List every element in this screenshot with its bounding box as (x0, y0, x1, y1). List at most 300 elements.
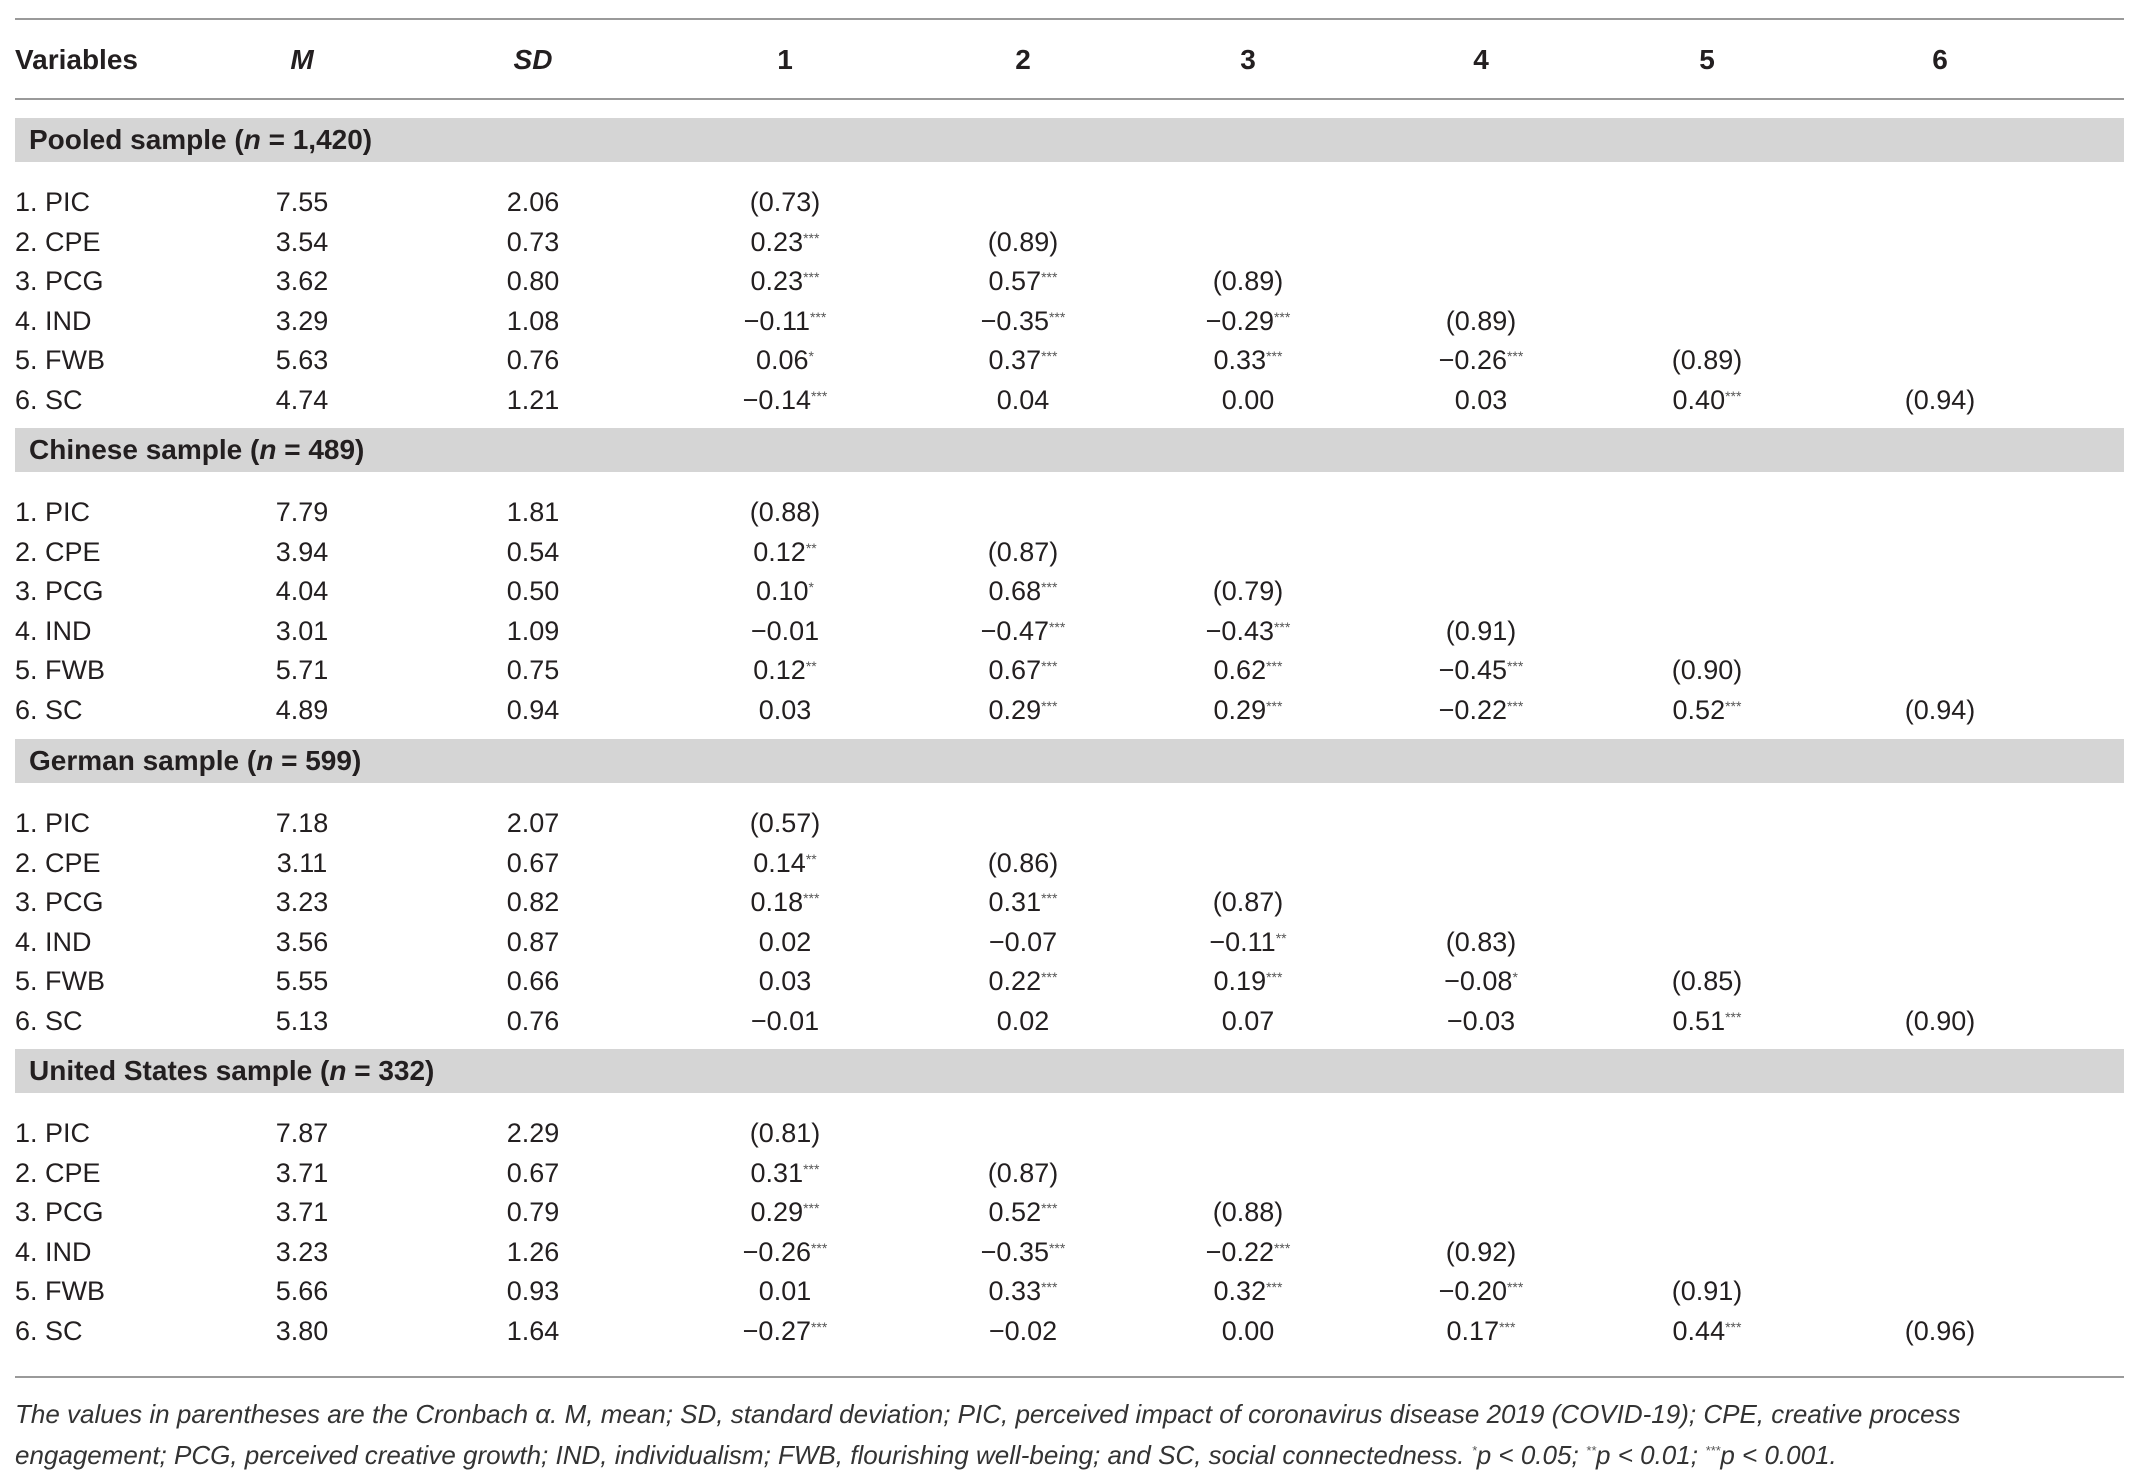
cell-m (242, 532, 362, 572)
cell-c5 (1617, 690, 1797, 730)
cell-c6 (1850, 611, 2030, 651)
cell-c5 (1617, 1153, 1797, 1193)
significance-marker: *** (810, 387, 828, 404)
cell-c5 (1617, 182, 1797, 222)
cell-c6 (1850, 1271, 2030, 1311)
cell-c4 (1391, 1001, 1571, 1041)
cell-m (242, 1192, 362, 1232)
cell-c3 (1158, 1192, 1338, 1232)
cell-value: 0.87 (506, 926, 560, 957)
cell-c2 (933, 882, 1113, 922)
cell-c3 (1158, 222, 1338, 262)
cell-value: 0.29 (750, 1197, 804, 1227)
table-header-row (15, 40, 2124, 80)
cell-value: 0.02 (996, 1005, 1050, 1036)
cell-value: 0.23 (750, 226, 804, 257)
section-title-text: United States sample ( (29, 1055, 330, 1086)
cell-value: 6. SC (15, 1005, 83, 1036)
significance-marker: *** (810, 1239, 828, 1256)
cell-m (242, 882, 362, 922)
cell-c6 (1850, 843, 2030, 883)
cell-value: −0.27 (742, 1315, 811, 1346)
cell-c4 (1391, 650, 1571, 690)
cell-m (242, 380, 362, 420)
cell-value: 0.18 (750, 887, 804, 917)
significance-marker: *** (1725, 387, 1742, 404)
cell-sd (473, 1001, 593, 1041)
cell-c3 (1158, 182, 1338, 222)
cell-var (15, 611, 215, 651)
cell-c2 (933, 690, 1113, 730)
cell-c2 (933, 1001, 1113, 1041)
cell-value: −0.35 (980, 1236, 1049, 1267)
footnote-line-2-text: engagement; PCG, perceived creative growth; IND, individualism; FWB, flourishing well-being; and SC, social connectedness. (15, 1440, 1472, 1470)
significance-marker: *** (1506, 348, 1524, 364)
cell-c1 (695, 1113, 875, 1153)
cell-value: 0.33 (1213, 345, 1267, 375)
cell-value: 1.09 (506, 615, 560, 646)
cell-var (15, 532, 215, 572)
cell-value: 0.31 (750, 1157, 804, 1188)
cell-value: 7.87 (275, 1118, 329, 1148)
cell-c6 (1850, 1153, 2030, 1193)
section-n-value: = 332) (346, 1055, 435, 1086)
cell-sd (473, 340, 593, 380)
cell-value: (0.90) (1904, 1005, 1976, 1036)
table-row (15, 922, 2124, 962)
significance-marker: *** (1499, 1318, 1516, 1335)
cell-value: 5.63 (275, 345, 329, 375)
cell-value: 0.29 (1213, 694, 1267, 725)
cell-value: 0.17 (1446, 1315, 1500, 1346)
cell-c1 (695, 532, 875, 572)
significance-marker: *** (1273, 1239, 1291, 1256)
cell-value: (0.92) (1445, 1236, 1517, 1267)
table-row (15, 1271, 2124, 1311)
cell-c1 (695, 1311, 875, 1351)
significance-marker: *** (1041, 1200, 1058, 1216)
cell-value: 0.22 (988, 966, 1042, 996)
cell-value: (0.88) (749, 497, 821, 527)
cell-m (242, 301, 362, 341)
cell-sd (473, 843, 593, 883)
table-row (15, 340, 2124, 380)
significance-marker: *** (1041, 969, 1058, 985)
cell-c4 (1391, 803, 1571, 843)
section-title (29, 1049, 434, 1093)
cell-c4 (1391, 261, 1571, 301)
sig-mark-p05: * (1471, 1443, 1477, 1458)
cell-value: 0.19 (1213, 966, 1267, 996)
table-row (15, 1192, 2124, 1232)
cell-var (15, 571, 215, 611)
section-title-text: Pooled sample ( (29, 124, 244, 155)
significance-marker: *** (1048, 1239, 1066, 1256)
significance-marker: *** (1041, 1279, 1058, 1295)
cell-value: (0.83) (1445, 926, 1517, 957)
cell-c6 (1850, 961, 2030, 1001)
cell-value: 4. IND (15, 1236, 92, 1267)
significance-marker: *** (1725, 1008, 1742, 1025)
cell-value: −0.26 (1438, 345, 1507, 375)
cell-value: 0.01 (758, 1276, 812, 1306)
cell-value: 5. FWB (15, 345, 106, 375)
cell-c2 (933, 492, 1113, 532)
cell-c6 (1850, 380, 2030, 420)
section-n-value: = 599) (273, 745, 362, 776)
cell-m (242, 1311, 362, 1351)
significance-marker: * (808, 348, 814, 364)
cell-m (242, 922, 362, 962)
cell-value: 0.93 (506, 1276, 560, 1306)
cell-c1 (695, 340, 875, 380)
cell-c1 (695, 182, 875, 222)
sig-text-p05: p < 0.05; (1476, 1440, 1586, 1470)
cell-value: 0.52 (988, 1197, 1042, 1227)
cell-value: 1.08 (506, 305, 560, 336)
cell-c1 (695, 1192, 875, 1232)
cell-c4 (1391, 380, 1571, 420)
significance-marker: *** (1266, 658, 1283, 674)
footnote-line-2 (15, 1435, 2124, 1476)
cell-value: (0.90) (1671, 655, 1743, 685)
cell-sd (473, 1311, 593, 1351)
footnote-line-1: The values in parentheses are the Cronbach α. M, mean; SD, standard deviation; PIC, perceived impact of coronavirus disease 2019 (COVID-19); CPE, creative process (15, 1399, 1961, 1429)
cell-c1 (695, 222, 875, 262)
cell-c2 (933, 1232, 1113, 1272)
cell-c3 (1158, 961, 1338, 1001)
section-header-band (15, 1049, 2124, 1093)
cell-sd (473, 571, 593, 611)
cell-value: 3.62 (275, 266, 329, 296)
cell-value: 0.12 (753, 655, 806, 685)
cell-c6 (1850, 1001, 2030, 1041)
cell-value: −0.14 (742, 384, 811, 415)
cell-c3 (1158, 1311, 1338, 1351)
cell-c4 (1391, 340, 1571, 380)
cell-value: 1. PIC (15, 497, 91, 527)
cell-value: (0.88) (1212, 1197, 1284, 1227)
cell-c5 (1617, 843, 1797, 883)
cell-value: 5.71 (275, 655, 329, 685)
cell-value: 3. PCG (15, 266, 104, 296)
cell-value: 1. PIC (15, 187, 91, 217)
cell-c1 (695, 1271, 875, 1311)
cell-value: 0.82 (506, 887, 560, 917)
significance-marker: *** (1266, 969, 1283, 985)
cell-value: 1.81 (506, 497, 560, 527)
cell-c6 (1850, 301, 2030, 341)
cell-c3 (1158, 380, 1338, 420)
cell-value: (0.94) (1904, 694, 1976, 725)
cell-var (15, 803, 215, 843)
cell-var (15, 492, 215, 532)
significance-marker: *** (1041, 348, 1058, 364)
cell-value: 6. SC (15, 694, 83, 725)
cell-value: 0.50 (506, 576, 560, 606)
cell-value: 3.56 (275, 926, 329, 957)
cell-value: 0.57 (988, 266, 1042, 296)
cell-c1 (695, 301, 875, 341)
cell-value: −0.02 (988, 1315, 1058, 1346)
cell-sd (473, 882, 593, 922)
cell-c1 (695, 650, 875, 690)
cell-value: (0.85) (1671, 966, 1743, 996)
cell-sd (473, 261, 593, 301)
cell-m (242, 690, 362, 730)
table-row (15, 803, 2124, 843)
cell-value: −0.03 (1446, 1005, 1516, 1036)
cell-m (242, 1113, 362, 1153)
cell-value: 0.51 (1672, 1005, 1726, 1036)
cell-value: (0.86) (987, 847, 1059, 878)
cell-c3 (1158, 340, 1338, 380)
cell-value: (0.81) (749, 1118, 821, 1148)
section-n-label: n (329, 1055, 347, 1086)
cell-c5 (1617, 922, 1797, 962)
cell-c4 (1391, 843, 1571, 883)
cell-sd (473, 301, 593, 341)
cell-c6 (1850, 492, 2030, 532)
significance-marker: ** (1275, 929, 1287, 946)
cell-c3 (1158, 1232, 1338, 1272)
cell-value: (0.89) (987, 226, 1059, 257)
header-col-6: 6 (1932, 44, 1948, 75)
cell-sd (473, 961, 593, 1001)
cell-value: 2.07 (506, 808, 560, 838)
significance-marker: *** (1048, 308, 1066, 325)
cell-value: 5.66 (275, 1276, 329, 1306)
cell-c4 (1391, 1271, 1571, 1311)
cell-var (15, 301, 215, 341)
cell-c1 (695, 1153, 875, 1193)
cell-c5 (1617, 1113, 1797, 1153)
cell-c5 (1617, 492, 1797, 532)
cell-c2 (933, 301, 1113, 341)
cell-c4 (1391, 1232, 1571, 1272)
cell-sd (473, 1192, 593, 1232)
cell-value: 0.54 (506, 536, 560, 567)
cell-value: 0.29 (988, 694, 1042, 725)
cell-c6 (1850, 1311, 2030, 1351)
header-col-5: 5 (1699, 44, 1715, 75)
section-title-text: Chinese sample ( (29, 434, 260, 465)
cell-value: 0.00 (1221, 384, 1275, 415)
cell-sd (473, 650, 593, 690)
cell-c1 (695, 261, 875, 301)
cell-value: 0.37 (988, 345, 1042, 375)
cell-value: 1.26 (506, 1236, 560, 1267)
cell-value: −0.47 (980, 615, 1049, 646)
cell-c4 (1391, 182, 1571, 222)
table-top-rule (15, 18, 2124, 20)
significance-marker: ** (805, 658, 817, 674)
header-variables: Variables (15, 44, 138, 75)
cell-value: 3.23 (275, 887, 329, 917)
cell-var (15, 650, 215, 690)
cell-c6 (1850, 222, 2030, 262)
cell-value: 0.62 (1213, 655, 1267, 685)
cell-value: 1. PIC (15, 1118, 91, 1148)
table-bottom-rule (15, 1376, 2124, 1378)
cell-value: −0.43 (1205, 615, 1274, 646)
cell-value: 1.21 (506, 384, 560, 415)
significance-marker: *** (1506, 1279, 1524, 1295)
cell-value: 0.80 (506, 266, 560, 296)
cell-sd (473, 380, 593, 420)
table-row (15, 1311, 2124, 1351)
cell-value: 0.67 (506, 847, 560, 878)
cell-value: −0.22 (1205, 1236, 1274, 1267)
cell-value: (0.89) (1445, 305, 1517, 336)
cell-c1 (695, 1232, 875, 1272)
cell-sd (473, 222, 593, 262)
header-col-1: 1 (777, 44, 793, 75)
cell-c2 (933, 380, 1113, 420)
cell-value: 0.33 (988, 1276, 1042, 1306)
cell-value: 0.44 (1672, 1315, 1726, 1346)
cell-var (15, 1311, 215, 1351)
significance-marker: *** (1266, 697, 1283, 714)
cell-value: 2. CPE (15, 1157, 101, 1188)
cell-value: 4.74 (275, 384, 329, 415)
significance-marker: *** (1041, 269, 1058, 285)
cell-value: 5. FWB (15, 966, 106, 996)
cell-c3 (1158, 611, 1338, 651)
cell-c2 (933, 650, 1113, 690)
cell-value: 0.75 (506, 655, 560, 685)
cell-value: 0.00 (1221, 1315, 1275, 1346)
cell-sd (473, 611, 593, 651)
cell-value: 4. IND (15, 926, 92, 957)
cell-var (15, 1001, 215, 1041)
cell-c3 (1158, 261, 1338, 301)
significance-marker: *** (1273, 308, 1291, 325)
section-n-label: n (256, 745, 274, 776)
cell-value: −0.01 (750, 615, 820, 646)
cell-value: 6. SC (15, 384, 83, 415)
section-header-band (15, 428, 2124, 472)
cell-value: 0.31 (988, 887, 1042, 917)
table-row (15, 261, 2124, 301)
cell-c5 (1617, 611, 1797, 651)
cell-c6 (1850, 532, 2030, 572)
cell-c3 (1158, 843, 1338, 883)
cell-c3 (1158, 571, 1338, 611)
cell-var (15, 1192, 215, 1232)
section-header-band (15, 118, 2124, 162)
cell-c4 (1391, 492, 1571, 532)
header-sd: SD (513, 44, 553, 75)
table-row (15, 1001, 2124, 1041)
cell-value: 5.55 (275, 966, 329, 996)
cell-value: −0.11 (743, 305, 810, 336)
significance-marker: *** (1041, 697, 1058, 714)
cell-value: (0.89) (1671, 345, 1743, 375)
cell-value: 7.55 (275, 187, 329, 217)
section-header-band (15, 739, 2124, 783)
cell-value: 0.23 (750, 266, 804, 296)
cell-value: −0.01 (750, 1005, 820, 1036)
cell-value: 0.67 (506, 1157, 560, 1188)
cell-sd (473, 532, 593, 572)
table-row (15, 611, 2124, 651)
cell-value: 0.94 (506, 694, 560, 725)
section-title (29, 739, 361, 783)
cell-c3 (1158, 690, 1338, 730)
cell-c2 (933, 1311, 1113, 1351)
cell-value: (0.89) (1212, 266, 1284, 296)
cell-var (15, 961, 215, 1001)
cell-value: 4.04 (275, 576, 329, 606)
table-row (15, 301, 2124, 341)
significance-marker: *** (1266, 1279, 1283, 1295)
significance-marker: *** (803, 229, 820, 246)
header-col-4: 4 (1473, 44, 1489, 75)
cell-c1 (695, 690, 875, 730)
cell-c5 (1617, 803, 1797, 843)
cell-value: 0.66 (506, 966, 560, 996)
cell-value: 0.04 (996, 384, 1050, 415)
cell-c3 (1158, 532, 1338, 572)
cell-m (242, 1232, 362, 1272)
significance-marker: *** (1725, 1318, 1742, 1335)
significance-marker: *** (1266, 348, 1283, 364)
cell-c4 (1391, 690, 1571, 730)
significance-marker: *** (1041, 579, 1058, 595)
cell-c2 (933, 803, 1113, 843)
header-mean: M (290, 44, 314, 75)
cell-value: 5.13 (275, 1005, 329, 1036)
cell-c5 (1617, 340, 1797, 380)
cell-var (15, 1113, 215, 1153)
cell-m (242, 1001, 362, 1041)
cell-var (15, 843, 215, 883)
table-row (15, 380, 2124, 420)
cell-c2 (933, 922, 1113, 962)
table-footnote (15, 1394, 2124, 1476)
significance-marker: *** (1506, 658, 1524, 674)
section-title (29, 428, 364, 472)
cell-c1 (695, 882, 875, 922)
section-title-text: German sample ( (29, 745, 257, 776)
cell-sd (473, 1232, 593, 1272)
cell-m (242, 1153, 362, 1193)
cell-c3 (1158, 492, 1338, 532)
cell-c1 (695, 380, 875, 420)
cell-value: 0.76 (506, 345, 560, 375)
cell-c3 (1158, 301, 1338, 341)
cell-c2 (933, 340, 1113, 380)
cell-c2 (933, 1192, 1113, 1232)
cell-c2 (933, 222, 1113, 262)
cell-var (15, 1271, 215, 1311)
significance-marker: *** (1041, 658, 1058, 674)
cell-value: 4.89 (275, 694, 329, 725)
cell-c4 (1391, 922, 1571, 962)
cell-c5 (1617, 532, 1797, 572)
cell-c2 (933, 843, 1113, 883)
cell-c1 (695, 492, 875, 532)
cell-sd (473, 1271, 593, 1311)
cell-value: 0.68 (988, 576, 1042, 606)
cell-c2 (933, 571, 1113, 611)
cell-value: 3. PCG (15, 1197, 104, 1227)
cell-c4 (1391, 301, 1571, 341)
cell-value: 1. PIC (15, 808, 91, 838)
cell-value: 0.14 (753, 847, 806, 878)
cell-value: 3.71 (275, 1157, 329, 1188)
